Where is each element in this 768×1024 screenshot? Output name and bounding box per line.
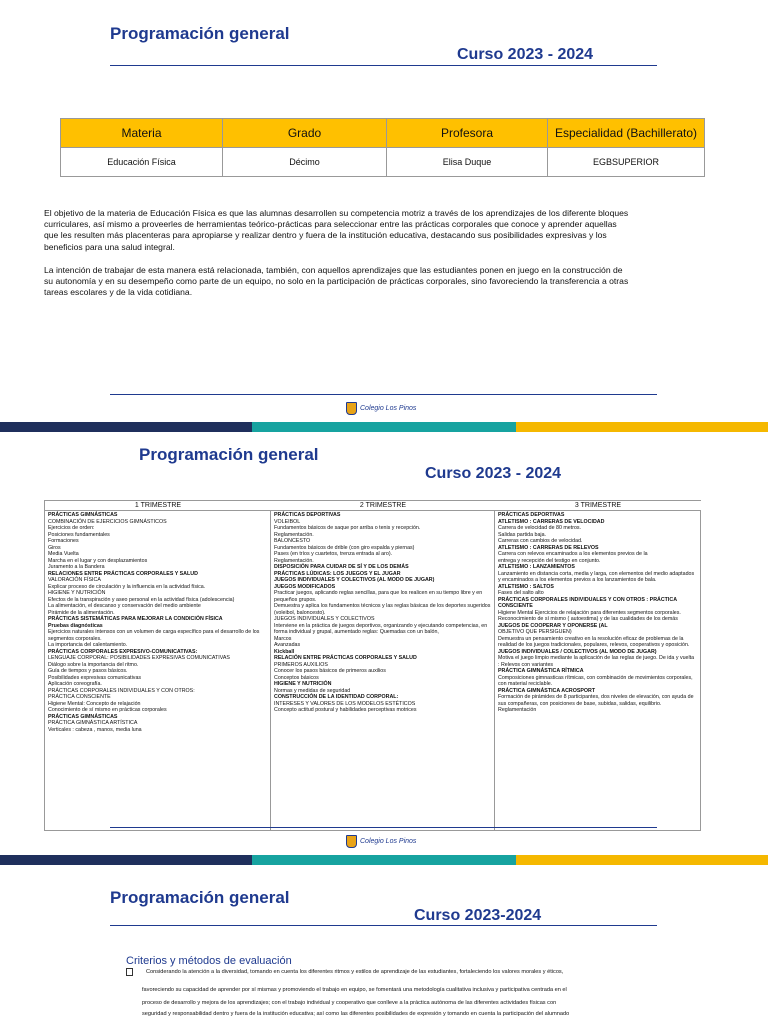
page1-logo — [346, 402, 416, 415]
trimester-3-line: JUEGOS INDIVIDUALES / COLECTIVOS (AL MODO DE JUGAR) — [498, 648, 657, 655]
trimester-2-line: Fundamentos básicos de drible (con giro espalda y piernas) — [274, 544, 415, 551]
trimester-3-line: ATLETISMO : CARRERAS DE VELOCIDAD — [498, 518, 605, 525]
trimester-1-line: VALORACIÓN FÍSICA — [48, 577, 101, 583]
trimester-2-line: PRÁCTICAS LÚDICAS: LOS JUEGOS Y EL JUGAR — [274, 570, 401, 577]
trimester-column-1 — [45, 501, 271, 830]
trimester-2-line: Reglamentación. — [274, 557, 314, 564]
trimester-3-line: Carrera con relevos encaminados a los elementos previos de la — [498, 551, 648, 557]
page3-curso: Curso 2023-2024 — [414, 907, 542, 924]
trimester-3-line: OBJETIVO QUE PERSIGUEN) — [498, 629, 572, 635]
trimester-1-line: COMBINACIÓN DE EJERCICIOS GIMNÁSTICOS — [48, 518, 167, 525]
trimester-2-line: Normas y medidas de seguridad — [274, 687, 351, 694]
trimester-3-line: Lanzamiento en distancia corta, media y larga, con elementos del medio adaptados y encaminados a los elementos previos a los lanzamientos de bala. — [498, 570, 695, 583]
evaluation-line-1: Considerando la atención a la diversidad, tomando en cuenta los diferentes ritmos y estilos de aprendizaje de las estudiantes, fortaleciendo los valores morales y éticos, — [146, 969, 564, 975]
trimester-3-line: Demuestra un pensamiento creativo en la resolución eficaz de problemas de la realidad de los juegos tradicionales, populares, relevos, cooperativos y oposición. — [498, 635, 690, 648]
trimester-2-line: DISPOSICIÓN PARA CUIDAR DE SÍ Y DE LOS DEMÁS — [274, 564, 409, 570]
trimester-1-line: Conocimiento de sí mismo en prácticas corporales — [48, 707, 167, 713]
trimester-column-3 — [495, 501, 701, 830]
trimester-3-line: ATLETISMO : LANZAMIENTOS — [498, 564, 575, 570]
trimester-2-line: INTERESES Y VALORES DE LOS MODELOS ESTÉTICOS — [274, 700, 416, 707]
trimester-table — [44, 500, 701, 831]
trimester-2-line: BALONCESTO — [274, 538, 311, 544]
trimester-1-line: Higiene Mental: Concepto de relajación — [48, 700, 141, 707]
trimester-1-line: Ejercicios de orden: — [48, 525, 95, 531]
info-table — [60, 118, 705, 177]
trimester-2-line: CONSTRUCCIÓN DE LA IDENTIDAD CORPORAL: — [274, 694, 399, 700]
cell-profesora: Elisa Duque — [387, 148, 548, 177]
trimester-1-line: PRÁCTICAS CORPORALES INDIVIDUALES Y CON OTROS: — [48, 687, 195, 694]
page1-title-rule — [110, 65, 657, 66]
cell-especialidad: EGBSUPERIOR — [548, 148, 705, 177]
page1-color-stripe — [0, 422, 768, 432]
trimester-1-line: Pirámide de la alimentación. — [48, 609, 115, 616]
page2-logo — [346, 835, 416, 848]
trimester-1-line: Verticales : cabeza , manos, media luna — [48, 726, 142, 733]
page1-footer-rule — [110, 394, 657, 395]
evaluation-line-4: seguridad y responsabilidad dentro y fuera de la institución educativa; así como las diferentes posibilidades de expresión y tomando en cuenta la participación del alumnado — [142, 1011, 570, 1017]
page1-logo-text: Colegio Los Pinos — [360, 405, 417, 412]
trimester-1-line: Marcha en el lugar y con desplazamientos — [48, 557, 148, 564]
trimester-2-line: Pases (en tríos y cuartetos, trenza entrada al aro). — [274, 551, 393, 557]
cell-materia: Educación Física — [61, 148, 223, 177]
trimester-2-line: Kickball — [274, 648, 295, 655]
trimester-3-line: Motiva el juego limpio mediante la aplicación de las reglas de juego. De ida y vuelta : Relevos con variantes — [498, 655, 695, 668]
trimester-1-line: Posiciones fundamentales — [48, 531, 110, 538]
trimester-1-line: Media Vuelta — [48, 551, 79, 557]
info-table-header-row — [61, 119, 705, 148]
trimester-1-line: La alimentación, el descanso y conservación del medio ambiente — [48, 603, 201, 609]
school-crest-icon — [346, 835, 357, 848]
trimester-2-line: JUEGOS INDIVIDUALES Y COLECTIVOS — [274, 616, 375, 622]
trimester-3-line: PRÁCTICA GIMNÁSTICA RÍTMICA — [498, 668, 584, 674]
page1-title: Programación general — [110, 24, 290, 43]
trimester-1-line: PRÁCTICAS GIMNÁSTICAS — [48, 713, 118, 720]
trimester-1-line: Ejercicios naturales intensos con un volumen de carga específico para el desarrollo de los segmentos corporales. — [48, 629, 260, 642]
trimester-3-line: PRÁCTICAS DEPORTIVAS — [498, 512, 565, 518]
section-heading: Criterios y métodos de evaluación — [126, 955, 292, 967]
school-crest-icon — [346, 402, 357, 415]
page1-paragraph-1: El objetivo de la materia de Educación Física es que las alumnas desarrollen su competencia motriz a través de los aprendizajes de los diferente bloques curriculares, así mismo a proveerles de herramientas teórico-prácticas para seleccionar entre las prácticas corporales que conoce y aprender aquellas que les resulten más placenteras para apropiarse y realizar dentro y fuera de la institución educativa, destacando sus posibilidades expresivas y los beneficios para una salud integral. — [44, 208, 629, 252]
page2-curso: Curso 2023 - 2024 — [425, 465, 562, 482]
trimester-1-line: PRÁCTICAS GIMNÁSTICAS — [48, 512, 118, 518]
evaluation-line-3: proceso de desarrollo y mejora de los aprendizajes; con el trabajo individual y cooperativo que conlleve a la práctica autónoma de las diferentes actividades físicas con — [142, 1000, 557, 1006]
trimester-3-line: Carreras con cambios de velocidad. — [498, 538, 583, 544]
trimester-1-line: Efectos de la transpiración y aseo personal en la actividad física (adolescencia) — [48, 596, 235, 603]
trimester-2-line: PRÁCTICAS DEPORTIVAS — [274, 512, 341, 518]
header-especialidad: Especialidad (Bachillerato) — [548, 119, 705, 148]
trimester-1-line: Explicar proceso de circulación y la influencia en la actividad física. — [48, 583, 206, 590]
trimester-3-line: ATLETISMO : CARRERAS DE RELEVOS — [498, 544, 599, 551]
page1-curso: Curso 2023 - 2024 — [457, 46, 594, 63]
trimester-1-body — [45, 510, 271, 830]
trimester-3-line: Composiciones gimnasticas rítmicas, con combinación de movimientos corporales, con material reciclable. — [498, 674, 693, 687]
trimester-2-line: VOLEIBOL — [274, 518, 301, 525]
trimester-2-line: PRIMEROS AUXILIOS — [274, 661, 328, 668]
trimester-1-line: Aplicación coreografía. — [48, 681, 102, 687]
trimester-2-line: Practicar juegos, aplicando reglas sencillas, para que los realicen en su tiempo libre y en pequeños grupos. — [274, 590, 483, 603]
trimester-2-line: HIGIENE Y NUTRICIÓN — [274, 681, 332, 687]
header-materia: Materia — [61, 119, 223, 148]
trimester-1-line: Diálogo sobre la importancia del ritmo. — [48, 661, 139, 668]
trimester-2-line: Reglamentación. — [274, 531, 314, 538]
trimester-1-line: Posibilidades expresivas comunicativas — [48, 674, 142, 681]
trimester-2-line: Fundamentos básicos de saque por arriba o tenis y recepción. — [274, 525, 421, 531]
page2-color-stripe — [0, 855, 768, 865]
trimester-3-line: Fases del salto alto — [498, 590, 544, 596]
trimester-2-line: Conocer los pasos básicos de primeros auxilios — [274, 668, 386, 674]
trimester-2-header: 2 TRIMESTRE — [271, 501, 495, 511]
page2-title: Programación general — [139, 445, 319, 464]
trimester-3-line: Salidas partida baja. — [498, 531, 546, 538]
trimester-1-line: La importancia del calentamiento. — [48, 642, 128, 648]
trimester-2-line: Marcos — [274, 635, 292, 642]
trimester-2-line: Interviene en la práctica de juegos deportivos, organizando y ejecutando competencias, en forma individual y grupal, aumentado reglas: Quemadas con un balón, — [274, 622, 488, 635]
cell-grado: Décimo — [223, 148, 387, 177]
trimester-1-line: PRÁCTICAS CORPORALES EXPRESIVO-COMUNICATIVAS: — [48, 648, 198, 655]
header-grado: Grado — [223, 119, 387, 148]
trimester-1-line: PRÁCTICAS SISTEMÁTICAS PARA MEJORAR LA CONDICIÓN FÍSICA — [48, 616, 223, 622]
evaluation-line-2: favoreciendo su capacidad de aprender por sí mismas y promoviendo el trabajo en equipo, se fomentará una metodología cualitativa inclusiva y participativa centrada en el — [142, 987, 567, 993]
page1-paragraph-2: La intención de trabajar de esta manera está relacionada, también, con aquellos aprendizajes que las estudiantes ponen en juego en la construcción de su autonomía y en su desempeño como parte de un equipo, no solo en la participación de prácticas corporales, sino favoreciendo la transferencia a otras tareas escolares y de la vida cotidiana. — [44, 265, 629, 298]
trimester-2-line: JUEGOS INDIVIDUALES Y COLECTIVOS (AL MODO DE JUGAR) — [274, 577, 435, 583]
trimester-2-line: JUEGOS MODIFICADOS — [274, 583, 336, 590]
trimester-3-body — [495, 510, 701, 830]
trimester-2-body — [271, 510, 495, 830]
trimester-3-line: Carrera de velocidad de 80 metros. — [498, 525, 582, 531]
trimester-1-line: Juramento a la Bandera — [48, 564, 105, 570]
trimester-3-line: JUEGOS DE COOPERAR Y OPONERSE (AL — [498, 622, 608, 629]
trimester-1-line: HIGIENE Y NUTRICIÓN — [48, 590, 106, 596]
trimester-3-line: PRÁCTICA GIMNÁSTICA ACROSPORT — [498, 687, 596, 694]
trimester-3-line: entrega y recepción del testigo en conjunto. — [498, 557, 601, 564]
info-table-row — [61, 148, 705, 177]
trimester-1-line: PRÁCTICA CONSCIENTE — [48, 694, 111, 700]
trimester-3-line: PRÁCTICAS CORPORALES INDIVIDUALES Y CON OTROS : PRÁCTICA CONSCIENTE — [498, 596, 677, 609]
trimester-3-line: ATLETISMO : SALTOS — [498, 583, 554, 590]
trimester-1-line: PRÁCTICA GIMNÁSTICA ARTÍSTICA — [48, 720, 138, 726]
trimester-1-line: Guía de tiempos y pasos básicos. — [48, 668, 128, 674]
trimester-2-line: Avanzadas — [274, 642, 301, 648]
trimester-1-line: Giros — [48, 544, 61, 551]
trimester-1-line: LENGUAJE CORPORAL: POSIBILIDADES EXPRESIVAS COMUNICATIVAS — [48, 655, 230, 661]
trimester-column-2 — [271, 501, 495, 830]
trimester-1-header: 1 TRIMESTRE — [45, 501, 271, 511]
header-profesora: Profesora — [387, 119, 548, 148]
trimester-1-line: RELACIONES ENTRE PRÁCTICAS CORPORALES Y SALUD — [48, 570, 198, 577]
trimester-1-line: Formaciones — [48, 538, 79, 544]
trimester-1-line: Pruebas diagnósticas — [48, 622, 103, 629]
trimester-3-line: Higiene Mental Ejercicios de relajación para diferentes segmentos corporales. Reconocimiento de sí mismo ( autoestima) y de las cualidades de los demás — [498, 609, 681, 622]
trimester-2-line: Demuestra y aplica los fundamentos técnicos y las reglas básicas de los deportes sugeridos (voleibol, baloncesto). — [274, 603, 491, 616]
trimester-2-line: Concepto actitud postural y habilidades perceptivas motrices — [274, 707, 417, 713]
bullet-box-icon — [126, 968, 133, 976]
page3-title: Programación general — [110, 888, 290, 907]
trimester-3-header: 3 TRIMESTRE — [495, 501, 701, 511]
trimester-2-line: Conceptos básicos — [274, 674, 319, 681]
page2-footer-rule — [110, 827, 657, 828]
page3-title-rule — [110, 925, 657, 926]
trimester-3-line: Formación de pirámides de 8 participantes, dos niveles de elevación, con ayuda de sus compañeras, con posiciones de base, subidas, salidas, equilibrio. Reglamentación — [498, 694, 694, 713]
trimester-2-line: RELACIÓN ENTRE PRÁCTICAS CORPORALES Y SALUD — [274, 655, 417, 661]
page2-logo-text: Colegio Los Pinos — [360, 838, 417, 845]
